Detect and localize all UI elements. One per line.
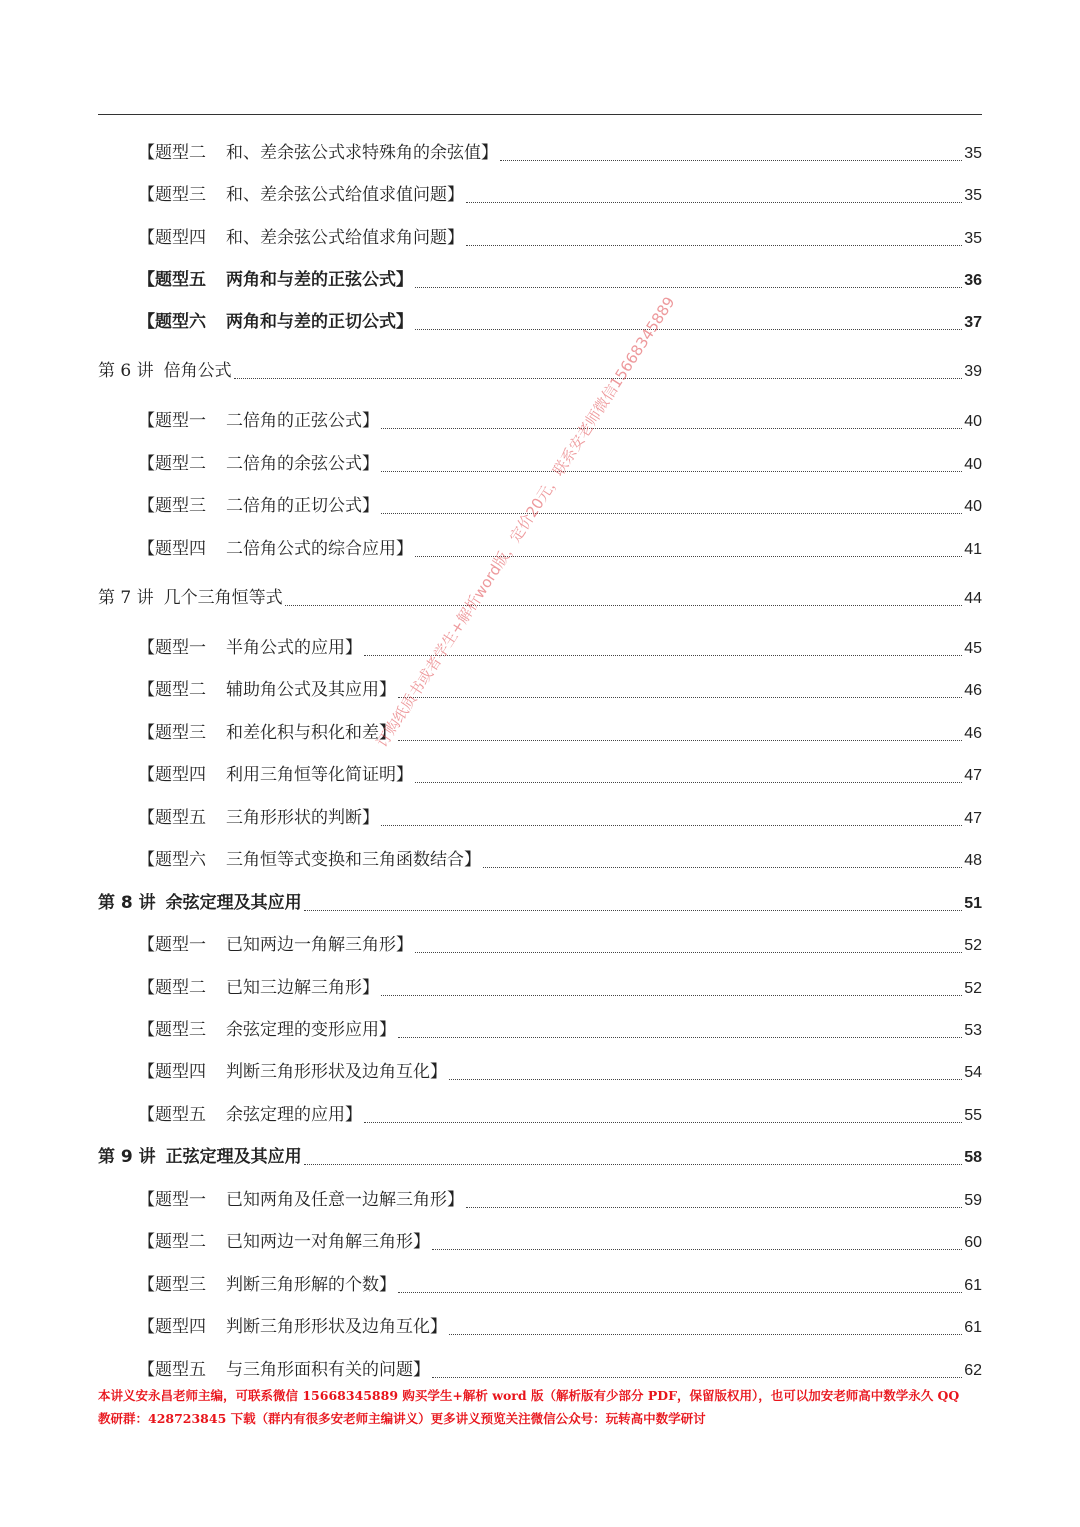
- toc-entry-title: 和、差余弦公式给值求角问题】: [226, 228, 464, 248]
- toc-entry-label: [138, 1104, 362, 1126]
- toc-entry-label: [138, 1316, 447, 1338]
- toc-page-number: 61: [964, 1277, 982, 1294]
- toc-page-number: 39: [964, 363, 982, 380]
- toc-topic-entry[interactable]: [138, 1061, 982, 1084]
- toc-entry-title: 半角公式的应用】: [226, 638, 362, 658]
- toc-entry-label: [138, 1274, 396, 1296]
- toc-entry-tag: 【题型四: [138, 1317, 206, 1337]
- toc-entry-tag: 【题型六: [138, 312, 206, 332]
- dot-leader: [381, 513, 962, 514]
- toc-page-number: 35: [964, 145, 982, 162]
- toc-entry-tag: 第 6 讲: [98, 361, 154, 381]
- toc-entry-tag: 【题型五: [138, 270, 206, 290]
- toc-entry-title: 余弦定理的应用】: [226, 1105, 362, 1125]
- toc-page-number: 41: [964, 541, 982, 558]
- toc-page-number: 48: [964, 852, 982, 869]
- toc-page-number: 62: [964, 1362, 982, 1379]
- toc-page-number: 40: [964, 456, 982, 473]
- toc-entry-label: [138, 142, 498, 164]
- toc-page-number: 35: [964, 230, 982, 247]
- toc-topic-entry[interactable]: [138, 1231, 982, 1254]
- toc-topic-entry[interactable]: [138, 722, 982, 745]
- toc-entry-title: 与三角形面积有关的问题】: [226, 1360, 430, 1380]
- toc-entry-tag: 【题型二: [138, 1232, 206, 1252]
- toc-entry-tag: 【题型一: [138, 638, 206, 658]
- toc-entry-label: [138, 227, 464, 249]
- dot-leader: [364, 1122, 962, 1123]
- toc-page-number: 46: [964, 725, 982, 742]
- toc-entry-label: [138, 1019, 396, 1041]
- dot-leader: [466, 202, 962, 203]
- toc-chapter-entry[interactable]: [98, 587, 982, 610]
- toc-entry-title: 正弦定理及其应用: [165, 1147, 302, 1167]
- toc-page-number: 47: [964, 767, 982, 784]
- toc-entry-tag: 【题型二: [138, 454, 206, 474]
- dot-leader: [483, 867, 962, 868]
- toc-topic-entry[interactable]: [138, 227, 982, 250]
- toc-entry-title: 和差化积与积化和差】: [226, 723, 396, 743]
- toc-page-number: 46: [964, 682, 982, 699]
- toc-page-number: 54: [964, 1064, 982, 1081]
- toc-entry-tag: 【题型六: [138, 850, 206, 870]
- toc-entry-title: 余弦定理的变形应用】: [226, 1020, 396, 1040]
- toc-entry-tag: 【题型二: [138, 978, 206, 998]
- toc-entry-title: 二倍角的正弦公式】: [226, 411, 379, 431]
- toc-entry-title: 三角形形状的判断】: [226, 808, 379, 828]
- footer-line-1: 本讲义安永昌老师主编，可联系微信 15668345889 购买学生+解析 word 版（解析版有少部分 PDF，保留版权用），也可以加安老师高中数学永久 QQ: [98, 1388, 960, 1403]
- toc-page-number: 60: [964, 1234, 982, 1251]
- dot-leader: [398, 697, 962, 698]
- dot-leader: [381, 428, 962, 429]
- toc-topic-entry[interactable]: [138, 269, 982, 292]
- toc-page-number: 51: [964, 895, 982, 912]
- toc-topic-entry[interactable]: [138, 311, 982, 334]
- toc-entry-title: 二倍角的余弦公式】: [226, 454, 379, 474]
- toc-topic-entry[interactable]: [138, 495, 982, 518]
- toc-entry-tag: 第 9 讲: [98, 1147, 156, 1167]
- toc-entry-label: [98, 360, 232, 382]
- toc-entry-label: [138, 637, 362, 659]
- dot-leader: [381, 995, 962, 996]
- toc-entry-tag: 第 7 讲: [98, 588, 154, 608]
- toc-entry-label: [138, 934, 413, 956]
- toc-page-number: 47: [964, 810, 982, 827]
- watermark: 订购纸质书或者学生+解析word版，定价20元，联系安老师微信15668345889: [372, 293, 679, 751]
- dot-leader: [415, 329, 962, 330]
- toc-page-number: 52: [964, 937, 982, 954]
- toc-topic-entry[interactable]: [138, 934, 982, 957]
- toc-topic-entry[interactable]: [138, 764, 982, 787]
- toc-entry-tag: 【题型五: [138, 808, 206, 828]
- toc-topic-entry[interactable]: [138, 1189, 982, 1212]
- dot-leader: [398, 1037, 962, 1038]
- toc-entry-tag: 【题型五: [138, 1105, 206, 1125]
- toc-entry-tag: 【题型四: [138, 1062, 206, 1082]
- toc-entry-label: [138, 977, 379, 999]
- toc-entry-label: [98, 1146, 302, 1168]
- toc-entry-label: [138, 311, 413, 333]
- toc-entry-title: 和、差余弦公式给值求值问题】: [226, 185, 464, 205]
- toc-topic-entry[interactable]: [138, 1104, 982, 1127]
- toc-entry-title: 已知三边解三角形】: [226, 978, 379, 998]
- dot-leader: [285, 605, 963, 606]
- footer-note: [98, 1384, 982, 1430]
- dot-leader: [432, 1377, 962, 1378]
- toc-page-number: 40: [964, 413, 982, 430]
- toc-topic-entry[interactable]: [138, 538, 982, 561]
- toc-page-number: 59: [964, 1192, 982, 1209]
- toc-topic-entry[interactable]: [138, 410, 982, 433]
- toc-topic-entry[interactable]: [138, 1274, 982, 1297]
- dot-leader: [415, 287, 962, 288]
- toc-entry-label: [138, 722, 396, 744]
- toc-entry-tag: 【题型二: [138, 143, 206, 163]
- dot-leader: [449, 1079, 962, 1080]
- toc-page-number: 35: [964, 187, 982, 204]
- dot-leader: [398, 1292, 962, 1293]
- toc-chapter-entry[interactable]: [98, 360, 982, 383]
- toc-entry-title: 余弦定理及其应用: [165, 893, 302, 913]
- toc-entry-title: 判断三角形形状及边角互化】: [226, 1317, 447, 1337]
- dot-leader: [381, 471, 962, 472]
- toc-entry-tag: 【题型四: [138, 228, 206, 248]
- toc-page-number: 52: [964, 980, 982, 997]
- toc-topic-entry[interactable]: [138, 1359, 982, 1382]
- toc-entry-title: 已知两边一对角解三角形】: [226, 1232, 430, 1252]
- dot-leader: [466, 245, 962, 246]
- toc-entry-label: [138, 1189, 464, 1211]
- toc-entry-title: 二倍角的正切公式】: [226, 496, 379, 516]
- toc-entry-label: [138, 184, 464, 206]
- toc-page-number: 40: [964, 498, 982, 515]
- footer-line-2: 教研群：428723845 下载（群内有很多安老师主编讲义）更多讲义预览关注微信公众号：玩转高中数学研讨: [98, 1411, 706, 1426]
- dot-leader: [432, 1249, 962, 1250]
- toc-entry-title: 判断三角形解的个数】: [226, 1275, 396, 1295]
- toc-topic-entry[interactable]: [138, 849, 982, 872]
- toc-entry-label: [138, 807, 379, 829]
- dot-leader: [466, 1207, 962, 1208]
- toc-page-number: 58: [964, 1149, 982, 1166]
- toc-entry-tag: 【题型三: [138, 723, 206, 743]
- toc-entry-label: [138, 269, 413, 291]
- toc-entry-tag: 第 8 讲: [98, 893, 156, 913]
- toc-entry-label: [138, 764, 413, 786]
- toc-entry-label: [138, 538, 413, 560]
- toc-entry-title: 几个三角恒等式: [163, 588, 283, 608]
- toc-page-number: 36: [964, 272, 982, 289]
- toc-entry-tag: 【题型二: [138, 680, 206, 700]
- toc-entry-title: 辅助角公式及其应用】: [226, 680, 396, 700]
- toc-entry-title: 判断三角形形状及边角互化】: [226, 1062, 447, 1082]
- toc-entry-tag: 【题型一: [138, 1190, 206, 1210]
- dot-leader: [415, 952, 962, 953]
- toc-entry-label: [138, 410, 379, 432]
- toc-entry-tag: 【题型三: [138, 1020, 206, 1040]
- toc-topic-entry[interactable]: [138, 1316, 982, 1339]
- toc-page-number: 61: [964, 1319, 982, 1336]
- dot-leader: [304, 910, 963, 911]
- dot-leader: [500, 160, 962, 161]
- toc-entry-tag: 【题型三: [138, 496, 206, 516]
- toc-page-number: 53: [964, 1022, 982, 1039]
- toc-entry-title: 倍角公式: [163, 361, 232, 381]
- toc-entry-label: [138, 453, 379, 475]
- toc-entry-tag: 【题型三: [138, 185, 206, 205]
- toc-entry-label: [138, 849, 481, 871]
- toc-page-number: 37: [964, 314, 982, 331]
- toc-topic-entry[interactable]: [138, 679, 982, 702]
- toc-topic-entry[interactable]: [138, 807, 982, 830]
- toc-chapter-entry[interactable]: [98, 1146, 982, 1169]
- dot-leader: [415, 782, 962, 783]
- toc-entry-title: 已知两角及任意一边解三角形】: [226, 1190, 464, 1210]
- toc-chapter-entry[interactable]: [98, 892, 982, 915]
- dot-leader: [304, 1164, 963, 1165]
- dot-leader: [364, 655, 962, 656]
- toc-entry-title: 三角恒等式变换和三角函数结合】: [226, 850, 481, 870]
- toc-entry-label: [138, 495, 379, 517]
- dot-leader: [398, 740, 962, 741]
- toc-entry-title: 和、差余弦公式求特殊角的余弦值】: [226, 143, 498, 163]
- toc-entry-label: [138, 1231, 430, 1253]
- toc-entry-label: [98, 587, 283, 609]
- toc-entry-title: 已知两边一角解三角形】: [226, 935, 413, 955]
- toc-entry-title: 二倍角公式的综合应用】: [226, 539, 413, 559]
- toc-topic-entry[interactable]: [138, 977, 982, 1000]
- toc-entry-title: 两角和与差的正切公式】: [226, 312, 413, 332]
- toc-entry-label: [138, 1359, 430, 1381]
- dot-leader: [381, 825, 962, 826]
- toc-entry-label: [138, 1061, 447, 1083]
- toc-entry-tag: 【题型四: [138, 539, 206, 559]
- toc-entry-label: [138, 679, 396, 701]
- toc-entry-label: [98, 892, 302, 914]
- toc-page-number: 44: [964, 590, 982, 607]
- toc-entry-tag: 【题型一: [138, 411, 206, 431]
- toc-topic-entry[interactable]: [138, 142, 982, 165]
- toc-entry-tag: 【题型四: [138, 765, 206, 785]
- toc-topic-entry[interactable]: [138, 637, 982, 660]
- dot-leader: [449, 1334, 962, 1335]
- toc-entry-tag: 【题型五: [138, 1360, 206, 1380]
- toc-entry-tag: 【题型三: [138, 1275, 206, 1295]
- toc-page-number: 55: [964, 1107, 982, 1124]
- toc-entry-title: 利用三角恒等化简证明】: [226, 765, 413, 785]
- toc-topic-entry[interactable]: [138, 184, 982, 207]
- toc-topic-entry[interactable]: [138, 1019, 982, 1042]
- toc-page-number: 45: [964, 640, 982, 657]
- toc-entry-tag: 【题型一: [138, 935, 206, 955]
- toc-entry-title: 两角和与差的正弦公式】: [226, 270, 413, 290]
- dot-leader: [234, 378, 963, 379]
